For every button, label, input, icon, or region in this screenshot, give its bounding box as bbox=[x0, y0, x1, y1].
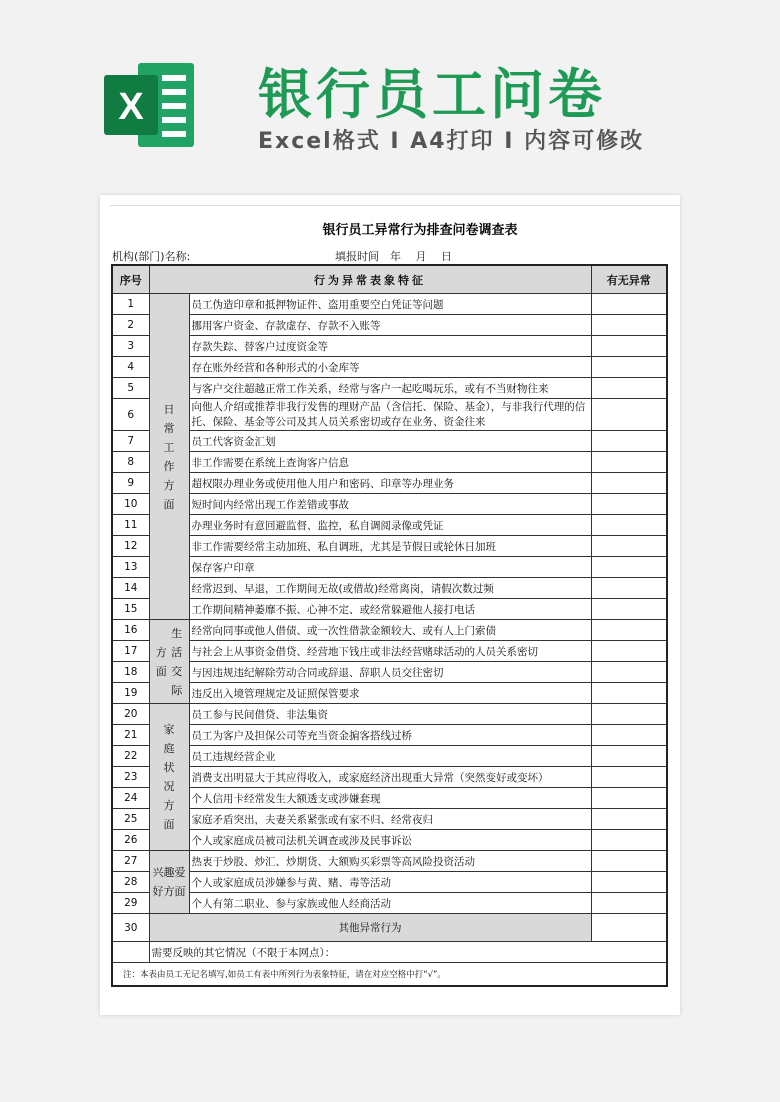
row-seq: 19 bbox=[112, 683, 149, 704]
row-seq: 13 bbox=[112, 557, 149, 578]
table-row bbox=[112, 641, 667, 662]
row-seq: 22 bbox=[112, 746, 149, 767]
row-description: 经常迟到、早退，工作期间无故(或借故)经常离岗，请假次数过频 bbox=[189, 578, 591, 599]
abnormal-checkbox-cell[interactable] bbox=[591, 725, 667, 746]
abnormal-checkbox-cell[interactable] bbox=[591, 641, 667, 662]
excel-logo-icon bbox=[100, 55, 200, 155]
row-description: 向他人介绍或推荐非我行发售的理财产品（含信托、保险、基金），与非我行代理的信托、保险、基金等公司及其人员关系密切或存在业务、资金往来 bbox=[189, 399, 591, 431]
table-row bbox=[112, 872, 667, 893]
row-seq: 9 bbox=[112, 473, 149, 494]
category-work: 日 常 工 作 方 面 bbox=[149, 294, 189, 620]
org-label: 机构(部门)名称: bbox=[112, 250, 191, 263]
category-hobby: 兴趣爱好方面 bbox=[149, 851, 189, 914]
row-description: 消费支出明显大于其应得收入，或家庭经济出现重大异常（突然变好或变坏） bbox=[189, 767, 591, 788]
row-seq: 8 bbox=[112, 452, 149, 473]
other-abnormal-label: 其他异常行为 bbox=[149, 914, 591, 942]
abnormal-checkbox-cell[interactable] bbox=[591, 893, 667, 914]
row-seq: 3 bbox=[112, 336, 149, 357]
row-seq: 27 bbox=[112, 851, 149, 872]
row-seq: 16 bbox=[112, 620, 149, 641]
svg-text:X: X bbox=[118, 86, 144, 128]
table-row bbox=[112, 942, 667, 963]
abnormal-checkbox-cell[interactable] bbox=[591, 809, 667, 830]
abnormal-checkbox-cell[interactable] bbox=[591, 473, 667, 494]
abnormal-checkbox-cell[interactable] bbox=[591, 830, 667, 851]
row-description: 存款失踪、替客户过度资金等 bbox=[189, 336, 591, 357]
row-seq: 2 bbox=[112, 315, 149, 336]
abnormal-checkbox-cell[interactable] bbox=[591, 851, 667, 872]
table-row bbox=[112, 315, 667, 336]
row-description: 与因违规违纪解除劳动合同或辞退、辞职人员交往密切 bbox=[189, 662, 591, 683]
row-seq: 12 bbox=[112, 536, 149, 557]
row-seq: 17 bbox=[112, 641, 149, 662]
abnormal-checkbox-cell[interactable] bbox=[591, 662, 667, 683]
row-description: 经常向同事或他人借债、或一次性借款金额较大、或有人上门索债 bbox=[189, 620, 591, 641]
row-seq: 29 bbox=[112, 893, 149, 914]
table-row bbox=[112, 620, 667, 641]
abnormal-checkbox-cell[interactable] bbox=[591, 494, 667, 515]
header-abnormal: 有无异常 bbox=[591, 265, 667, 294]
divider bbox=[110, 205, 680, 206]
row-seq: 11 bbox=[112, 515, 149, 536]
row-seq: 26 bbox=[112, 830, 149, 851]
abnormal-checkbox-cell[interactable] bbox=[591, 578, 667, 599]
abnormal-checkbox-cell[interactable] bbox=[591, 315, 667, 336]
row-seq: 10 bbox=[112, 494, 149, 515]
row-seq: 24 bbox=[112, 788, 149, 809]
row-seq: 28 bbox=[112, 872, 149, 893]
row-seq: 23 bbox=[112, 767, 149, 788]
row-description: 与社会上从事资金借贷、经营地下钱庄或非法经营赌球活动的人员关系密切 bbox=[189, 641, 591, 662]
row-description: 挪用客户资金、存款虚存、存款不入账等 bbox=[189, 315, 591, 336]
row-seq: 5 bbox=[112, 378, 149, 399]
abnormal-checkbox-cell[interactable] bbox=[591, 788, 667, 809]
category-family: 家 庭 状 况 方 面 bbox=[149, 704, 189, 851]
row-seq: 7 bbox=[112, 431, 149, 452]
survey-table bbox=[111, 264, 668, 987]
table-row bbox=[112, 336, 667, 357]
table-row bbox=[112, 536, 667, 557]
row-description: 办理业务时有意回避监督、监控，私自调阅录像或凭证 bbox=[189, 515, 591, 536]
header-feature: 行为异常表象特征 bbox=[149, 265, 591, 294]
row-seq: 14 bbox=[112, 578, 149, 599]
abnormal-checkbox-cell[interactable] bbox=[591, 704, 667, 725]
row-description: 员工代客资金汇划 bbox=[189, 431, 591, 452]
table-row bbox=[112, 494, 667, 515]
category-social: 方面 生活交际 bbox=[149, 620, 189, 704]
table-row bbox=[112, 599, 667, 620]
banner-subtitle: Excel格式 Ⅰ A4打印 Ⅰ 内容可修改 bbox=[258, 129, 645, 154]
table-row bbox=[112, 452, 667, 473]
abnormal-checkbox-cell[interactable] bbox=[591, 357, 667, 378]
table-row bbox=[112, 473, 667, 494]
row-description: 个人或家庭成员涉嫌参与黄、赌、毒等活动 bbox=[189, 872, 591, 893]
row-description: 员工违规经营企业 bbox=[189, 746, 591, 767]
table-row bbox=[112, 378, 667, 399]
abnormal-checkbox-cell[interactable] bbox=[591, 683, 667, 704]
row-seq: 15 bbox=[112, 599, 149, 620]
row-description: 违反出入境管理规定及证照保管要求 bbox=[189, 683, 591, 704]
row-seq: 4 bbox=[112, 357, 149, 378]
row-seq: 18 bbox=[112, 662, 149, 683]
row-description: 保存客户印章 bbox=[189, 557, 591, 578]
empty-cell bbox=[112, 942, 149, 963]
row-description: 工作期间精神萎靡不振、心神不定、或经常躲避他人接打电话 bbox=[189, 599, 591, 620]
abnormal-checkbox-cell[interactable] bbox=[591, 620, 667, 641]
abnormal-checkbox-cell[interactable] bbox=[591, 767, 667, 788]
abnormal-checkbox-cell[interactable] bbox=[591, 914, 667, 942]
row-description: 短时间内经常出现工作差错或事故 bbox=[189, 494, 591, 515]
table-row bbox=[112, 662, 667, 683]
table-row bbox=[112, 557, 667, 578]
table-row bbox=[112, 357, 667, 378]
note-text: 注：本表由员工无记名填写,如员工有表中所列行为表象特征，请在对应空格中打“√”。 bbox=[112, 963, 667, 987]
row-description: 个人有第二职业、参与家族或他人经商活动 bbox=[189, 893, 591, 914]
table-row bbox=[112, 963, 667, 987]
row-description: 非工作需要在系统上查询客户信息 bbox=[189, 452, 591, 473]
banner-title: 银行员工问卷 bbox=[258, 63, 606, 126]
abnormal-checkbox-cell[interactable] bbox=[591, 378, 667, 399]
row-description: 超权限办理业务或使用他人用户和密码、印章等办理业务 bbox=[189, 473, 591, 494]
table-row bbox=[112, 893, 667, 914]
document-page bbox=[100, 195, 680, 1015]
row-seq: 30 bbox=[112, 914, 149, 942]
table-row bbox=[112, 788, 667, 809]
abnormal-checkbox-cell[interactable] bbox=[591, 452, 667, 473]
row-description: 员工参与民间借贷、非法集资 bbox=[189, 704, 591, 725]
row-seq: 21 bbox=[112, 725, 149, 746]
row-description: 个人或家庭成员被司法机关调查或涉及民事诉讼 bbox=[189, 830, 591, 851]
abnormal-checkbox-cell[interactable] bbox=[591, 515, 667, 536]
abnormal-checkbox-cell[interactable] bbox=[591, 431, 667, 452]
row-description: 热衷于炒股、炒汇、炒期货、大额购买彩票等高风险投资活动 bbox=[189, 851, 591, 872]
table-row bbox=[112, 294, 667, 315]
table-row bbox=[112, 704, 667, 725]
abnormal-checkbox-cell[interactable] bbox=[591, 399, 667, 431]
table-row bbox=[112, 809, 667, 830]
abnormal-checkbox-cell[interactable] bbox=[591, 557, 667, 578]
header-seq: 序号 bbox=[112, 265, 149, 294]
table-row bbox=[112, 851, 667, 872]
table-row bbox=[112, 515, 667, 536]
abnormal-checkbox-cell[interactable] bbox=[591, 872, 667, 893]
table-row bbox=[112, 830, 667, 851]
row-description: 员工为客户及担保公司等充当资金掮客搭线过桥 bbox=[189, 725, 591, 746]
row-description: 个人信用卡经常发生大额透支或涉嫌套现 bbox=[189, 788, 591, 809]
table-row bbox=[112, 767, 667, 788]
table-row bbox=[112, 399, 667, 431]
row-seq: 25 bbox=[112, 809, 149, 830]
table-row bbox=[112, 914, 667, 942]
row-description: 与客户交往超越正常工作关系，经常与客户一起吃喝玩乐，或有不当财物往来 bbox=[189, 378, 591, 399]
other-situation-field[interactable]: 需要反映的其它情况（不限于本网点）： bbox=[149, 942, 667, 963]
table-row bbox=[112, 578, 667, 599]
row-description: 员工伪造印章和抵押物证件、盗用重要空白凭证等问题 bbox=[189, 294, 591, 315]
table-row bbox=[112, 431, 667, 452]
abnormal-checkbox-cell[interactable] bbox=[591, 746, 667, 767]
row-description: 家庭矛盾突出，夫妻关系紧张或有家不归、经常夜归 bbox=[189, 809, 591, 830]
abnormal-checkbox-cell[interactable] bbox=[591, 294, 667, 315]
table-row bbox=[112, 683, 667, 704]
row-seq: 1 bbox=[112, 294, 149, 315]
date-label: 填报时间 年 月 日 bbox=[335, 250, 452, 263]
form-title: 银行员工异常行为排查问卷调查表 bbox=[322, 223, 518, 238]
row-description: 存在账外经营和各种形式的小金库等 bbox=[189, 357, 591, 378]
table-row bbox=[112, 746, 667, 767]
row-seq: 20 bbox=[112, 704, 149, 725]
abnormal-checkbox-cell[interactable] bbox=[591, 599, 667, 620]
abnormal-checkbox-cell[interactable] bbox=[591, 536, 667, 557]
table-row bbox=[112, 725, 667, 746]
row-description: 非工作需要经常主动加班、私自调班，尤其是节假日或轮休日加班 bbox=[189, 536, 591, 557]
abnormal-checkbox-cell[interactable] bbox=[591, 336, 667, 357]
row-seq: 6 bbox=[112, 399, 149, 431]
